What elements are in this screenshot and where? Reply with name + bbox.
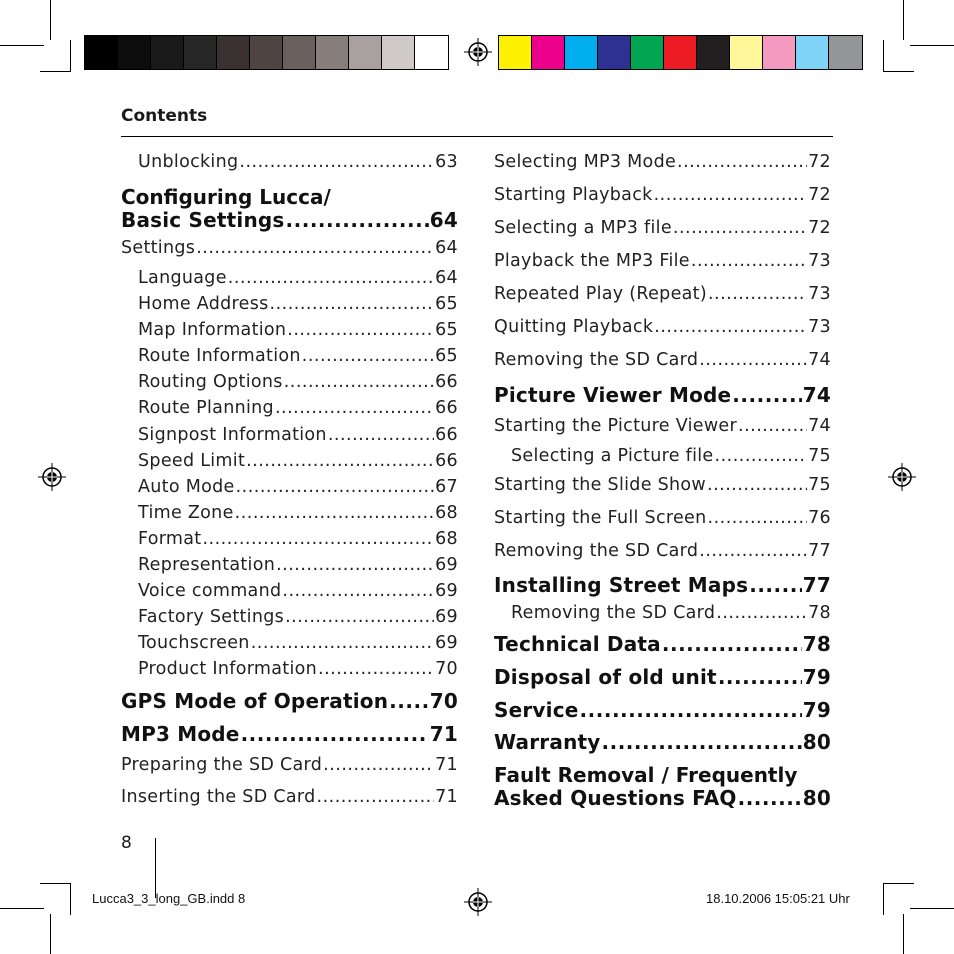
crop-mark [910,45,954,46]
header-rule [121,136,833,137]
toc-entry[interactable] [138,372,458,392]
color-swatch [382,36,415,69]
toc-entry-label: Basic Settings [121,208,285,232]
toc-leader-dots [275,398,434,418]
toc-entry[interactable] [138,425,458,445]
toc-entry-label: Product Information [138,659,318,679]
toc-entry-label: Settings [121,238,196,258]
toc-entry-page: 68 [435,503,458,523]
toc-leader-dots [708,284,807,304]
toc-entry[interactable] [494,185,831,205]
toc-leader-dots [738,416,807,436]
toc-entry-label: Playback the MP3 File [494,251,690,271]
toc-entry[interactable] [494,317,831,337]
toc-entry[interactable] [494,573,831,597]
toc-leader-dots [673,218,807,238]
toc-entry-page: 66 [435,451,458,471]
toc-entry-label: Repeated Play (Repeat) [494,284,707,304]
color-swatch [250,36,283,69]
toc-entry-page: 80 [802,786,831,810]
toc-heading-line: Configuring Lucca/ [121,185,331,209]
toc-leader-dots [580,698,802,722]
toc-leader-dots [196,238,434,258]
toc-entry-label: Installing Street Maps [494,573,749,597]
toc-entry[interactable] [138,268,458,288]
toc-entry-label: Route Information [138,346,301,366]
toc-leader-dots [328,425,434,445]
toc-leader-dots [323,755,434,775]
color-swatch [631,36,664,69]
toc-entry-label: Factory Settings [138,607,285,627]
toc-entry-page: 65 [435,294,458,314]
toc-entry-label: Starting the Slide Show [494,475,707,495]
toc-entry-label: Unblocking [138,152,239,172]
toc-entry-label: Time Zone [138,503,234,523]
toc-entry-label: Picture Viewer Mode [494,383,732,407]
toc-entry[interactable] [138,294,458,314]
toc-entry-label: Removing the SD Card [511,603,716,623]
crop-mark [883,40,884,72]
toc-entry-label: Language [138,268,227,288]
toc-entry-page: 75 [808,475,831,495]
crop-mark [883,883,884,915]
toc-entry-label: MP3 Mode [121,722,240,746]
color-swatch [697,36,730,69]
toc-entry[interactable] [494,416,831,436]
toc-leader-dots [602,730,802,754]
color-swatch [730,36,763,69]
toc-entry-label: Service [494,698,579,722]
crop-mark [70,40,71,72]
toc-leader-dots [708,508,808,528]
toc-entry-page: 66 [435,398,458,418]
toc-leader-dots [654,317,807,337]
color-swatch [598,36,631,69]
toc-entry[interactable] [138,451,458,471]
toc-entry[interactable] [138,398,458,418]
toc-entry[interactable] [494,632,831,656]
toc-entry[interactable] [494,508,831,528]
toc-entry-page: 72 [808,218,831,238]
color-swatch [415,36,448,69]
toc-entry-label: Removing the SD Card [494,541,699,561]
toc-entry[interactable] [511,603,831,623]
crop-mark [883,71,914,72]
toc-entry-page: 64 [435,268,458,288]
toc-entry-page: 74 [808,416,831,436]
toc-entry-page: 78 [802,632,831,656]
color-swatch [118,36,151,69]
crop-mark [910,908,954,909]
toc-entry-label: Route Planning [138,398,274,418]
toc-entry-page: 71 [429,722,458,746]
toc-leader-dots [202,529,434,549]
color-swatch [349,36,382,69]
toc-entry[interactable] [138,581,458,601]
toc-leader-dots [284,372,434,392]
toc-entry[interactable] [138,152,458,172]
toc-entry[interactable] [121,208,458,232]
color-swatch [829,36,862,69]
color-swatch [565,36,598,69]
footer-file-info: Lucca3_3_long_GB.indd 8 [92,891,246,906]
toc-leader-dots [718,665,802,689]
footer-timestamp: 18.10.2006 15:05:21 Uhr [706,891,850,906]
toc-leader-dots [282,581,434,601]
toc-leader-dots [318,659,434,679]
color-swatch [283,36,316,69]
toc-leader-dots [235,503,434,523]
toc-entry-label: Selecting a Picture file [511,446,714,466]
toc-entry-page: 77 [802,573,831,597]
toc-leader-dots [738,786,802,810]
toc-entry-page: 74 [808,350,831,370]
toc-entry-page: 66 [435,372,458,392]
toc-entry[interactable] [138,346,458,366]
toc-entry[interactable] [121,689,458,713]
crop-mark [0,908,44,909]
toc-entry[interactable] [138,659,458,679]
crop-mark [50,914,51,954]
toc-entry-page: 64 [435,238,458,258]
toc-entry-page: 69 [435,555,458,575]
color-swatch [85,36,118,69]
toc-entry[interactable] [138,555,458,575]
toc-entry-page: 67 [435,477,458,497]
toc-leader-dots [286,208,429,232]
crop-mark [40,71,71,72]
toc-entry-page: 74 [802,383,831,407]
toc-leader-dots [228,268,434,288]
toc-entry[interactable] [494,665,831,689]
toc-entry-page: 65 [435,320,458,340]
color-swatch [151,36,184,69]
toc-leader-dots [302,346,434,366]
toc-entry-label: GPS Mode of Operation [121,689,389,713]
toc-right-column [494,150,831,830]
toc-entry-page: 71 [435,787,458,807]
toc-entry-label: Disposal of old unit [494,665,717,689]
toc-entry-page: 64 [429,208,458,232]
section-title: Contents [121,106,208,126]
toc-leader-dots [285,607,434,627]
toc-leader-dots [749,573,802,597]
toc-entry-page: 66 [435,425,458,445]
process-color-bar [498,35,863,70]
toc-entry[interactable] [494,730,831,754]
toc-entry-page: 69 [435,581,458,601]
toc-entry-page: 77 [808,541,831,561]
toc-leader-dots [732,383,801,407]
toc-leader-dots [715,446,808,466]
toc-entry-page: 79 [802,698,831,722]
toc-entry-label: Starting Playback [494,185,653,205]
toc-leader-dots [236,477,435,497]
color-swatch [763,36,796,69]
color-swatch [499,36,532,69]
toc-entry[interactable] [138,477,458,497]
toc-entry-label: Voice command [138,581,282,601]
toc-entry-label: Warranty [494,730,601,754]
toc-entry[interactable] [494,251,831,271]
toc-entry[interactable] [121,238,458,258]
toc-entry[interactable] [138,503,458,523]
toc-entry[interactable] [494,284,831,304]
toc-entry-label: Format [138,529,202,549]
toc-leader-dots [707,475,807,495]
toc-entry-page: 73 [808,251,831,271]
toc-entry-label: Routing Options [138,372,283,392]
page-number: 8 [121,833,132,853]
toc-leader-dots [716,603,807,623]
toc-entry-page: 65 [435,346,458,366]
toc-entry-page: 70 [435,659,458,679]
toc-entry[interactable] [121,755,458,775]
toc-left-column [121,150,458,830]
color-swatch [316,36,349,69]
toc-entry-page: 75 [808,446,831,466]
toc-entry-label: Starting the Full Screen [494,508,707,528]
toc-entry-label: Signpost Information [138,425,327,445]
toc-entry[interactable] [494,218,831,238]
toc-entry[interactable] [494,350,831,370]
toc-entry-page: 80 [802,730,831,754]
crop-mark [883,883,914,884]
toc-entry-page: 73 [808,317,831,337]
toc-entry-label: Auto Mode [138,477,235,497]
toc-leader-dots [276,555,434,575]
toc-entry[interactable] [138,320,458,340]
toc-entry-page: 70 [429,689,458,713]
toc-entry-page: 69 [435,607,458,627]
toc-leader-dots [389,689,429,713]
toc-entry-label: Removing the SD Card [494,350,699,370]
toc-entry[interactable] [138,607,458,627]
toc-heading-line: Fault Removal / Frequently [494,763,798,787]
toc-leader-dots [251,633,434,653]
color-swatch [217,36,250,69]
toc-entry-label: Asked Questions FAQ [494,786,737,810]
registration-mark-icon [888,463,916,491]
toc-entry-label: Quitting Playback [494,317,654,337]
toc-leader-dots [654,185,808,205]
color-swatch [532,36,565,69]
toc-leader-dots [287,320,434,340]
grayscale-color-bar [84,35,449,70]
toc-entry[interactable] [494,152,831,172]
toc-entry-page: 69 [435,633,458,653]
toc-entry-label: Inserting the SD Card [121,787,316,807]
toc-entry-page: 76 [808,508,831,528]
crop-mark [0,45,44,46]
toc-entry-label: Speed Limit [138,451,246,471]
toc-entry[interactable] [494,698,831,722]
crop-mark [40,883,71,884]
toc-entry-page: 72 [808,185,831,205]
toc-entry-label: Map Information [138,320,287,340]
toc-entry[interactable] [494,383,831,407]
toc-leader-dots [241,722,429,746]
toc-entry-label: Representation [138,555,276,575]
toc-entry[interactable] [494,475,831,495]
toc-entry-label: Home Address [138,294,269,314]
toc-leader-dots [691,251,807,271]
registration-mark-icon [38,463,66,491]
toc-entry[interactable] [138,529,458,549]
toc-leader-dots [246,451,434,471]
toc-entry[interactable] [138,633,458,653]
toc-leader-dots [677,152,807,172]
crop-mark [50,0,51,40]
toc-leader-dots [317,787,435,807]
registration-mark-icon [464,888,492,916]
toc-entry-label: Preparing the SD Card [121,755,323,775]
registration-mark-icon [464,38,492,66]
toc-entry-page: 71 [435,755,458,775]
crop-mark [903,914,904,954]
crop-mark [903,0,904,40]
toc-leader-dots [270,294,435,314]
toc-entry[interactable] [511,446,831,466]
toc-entry[interactable] [121,787,458,807]
crop-mark [70,883,71,915]
toc-entry-page: 79 [802,665,831,689]
color-swatch [664,36,697,69]
color-swatch [184,36,217,69]
toc-leader-dots [662,632,802,656]
gutter-line [155,838,156,898]
toc-entry-label: Selecting a MP3 file [494,218,672,238]
toc-entry-page: 63 [435,152,458,172]
toc-entry-page: 73 [808,284,831,304]
toc-entry[interactable] [494,541,831,561]
toc-leader-dots [239,152,434,172]
toc-entry-label: Selecting MP3 Mode [494,152,677,172]
toc-entry[interactable] [121,722,458,746]
toc-entry-page: 78 [808,603,831,623]
toc-entry-label: Starting the Picture Viewer [494,416,737,436]
toc-leader-dots [699,350,807,370]
toc-leader-dots [699,541,807,561]
toc-entry-page: 68 [435,529,458,549]
toc-entry-label: Touchscreen [138,633,250,653]
toc-entry[interactable] [494,786,831,810]
toc-entry-label: Technical Data [494,632,661,656]
toc-entry-page: 72 [808,152,831,172]
color-swatch [796,36,829,69]
